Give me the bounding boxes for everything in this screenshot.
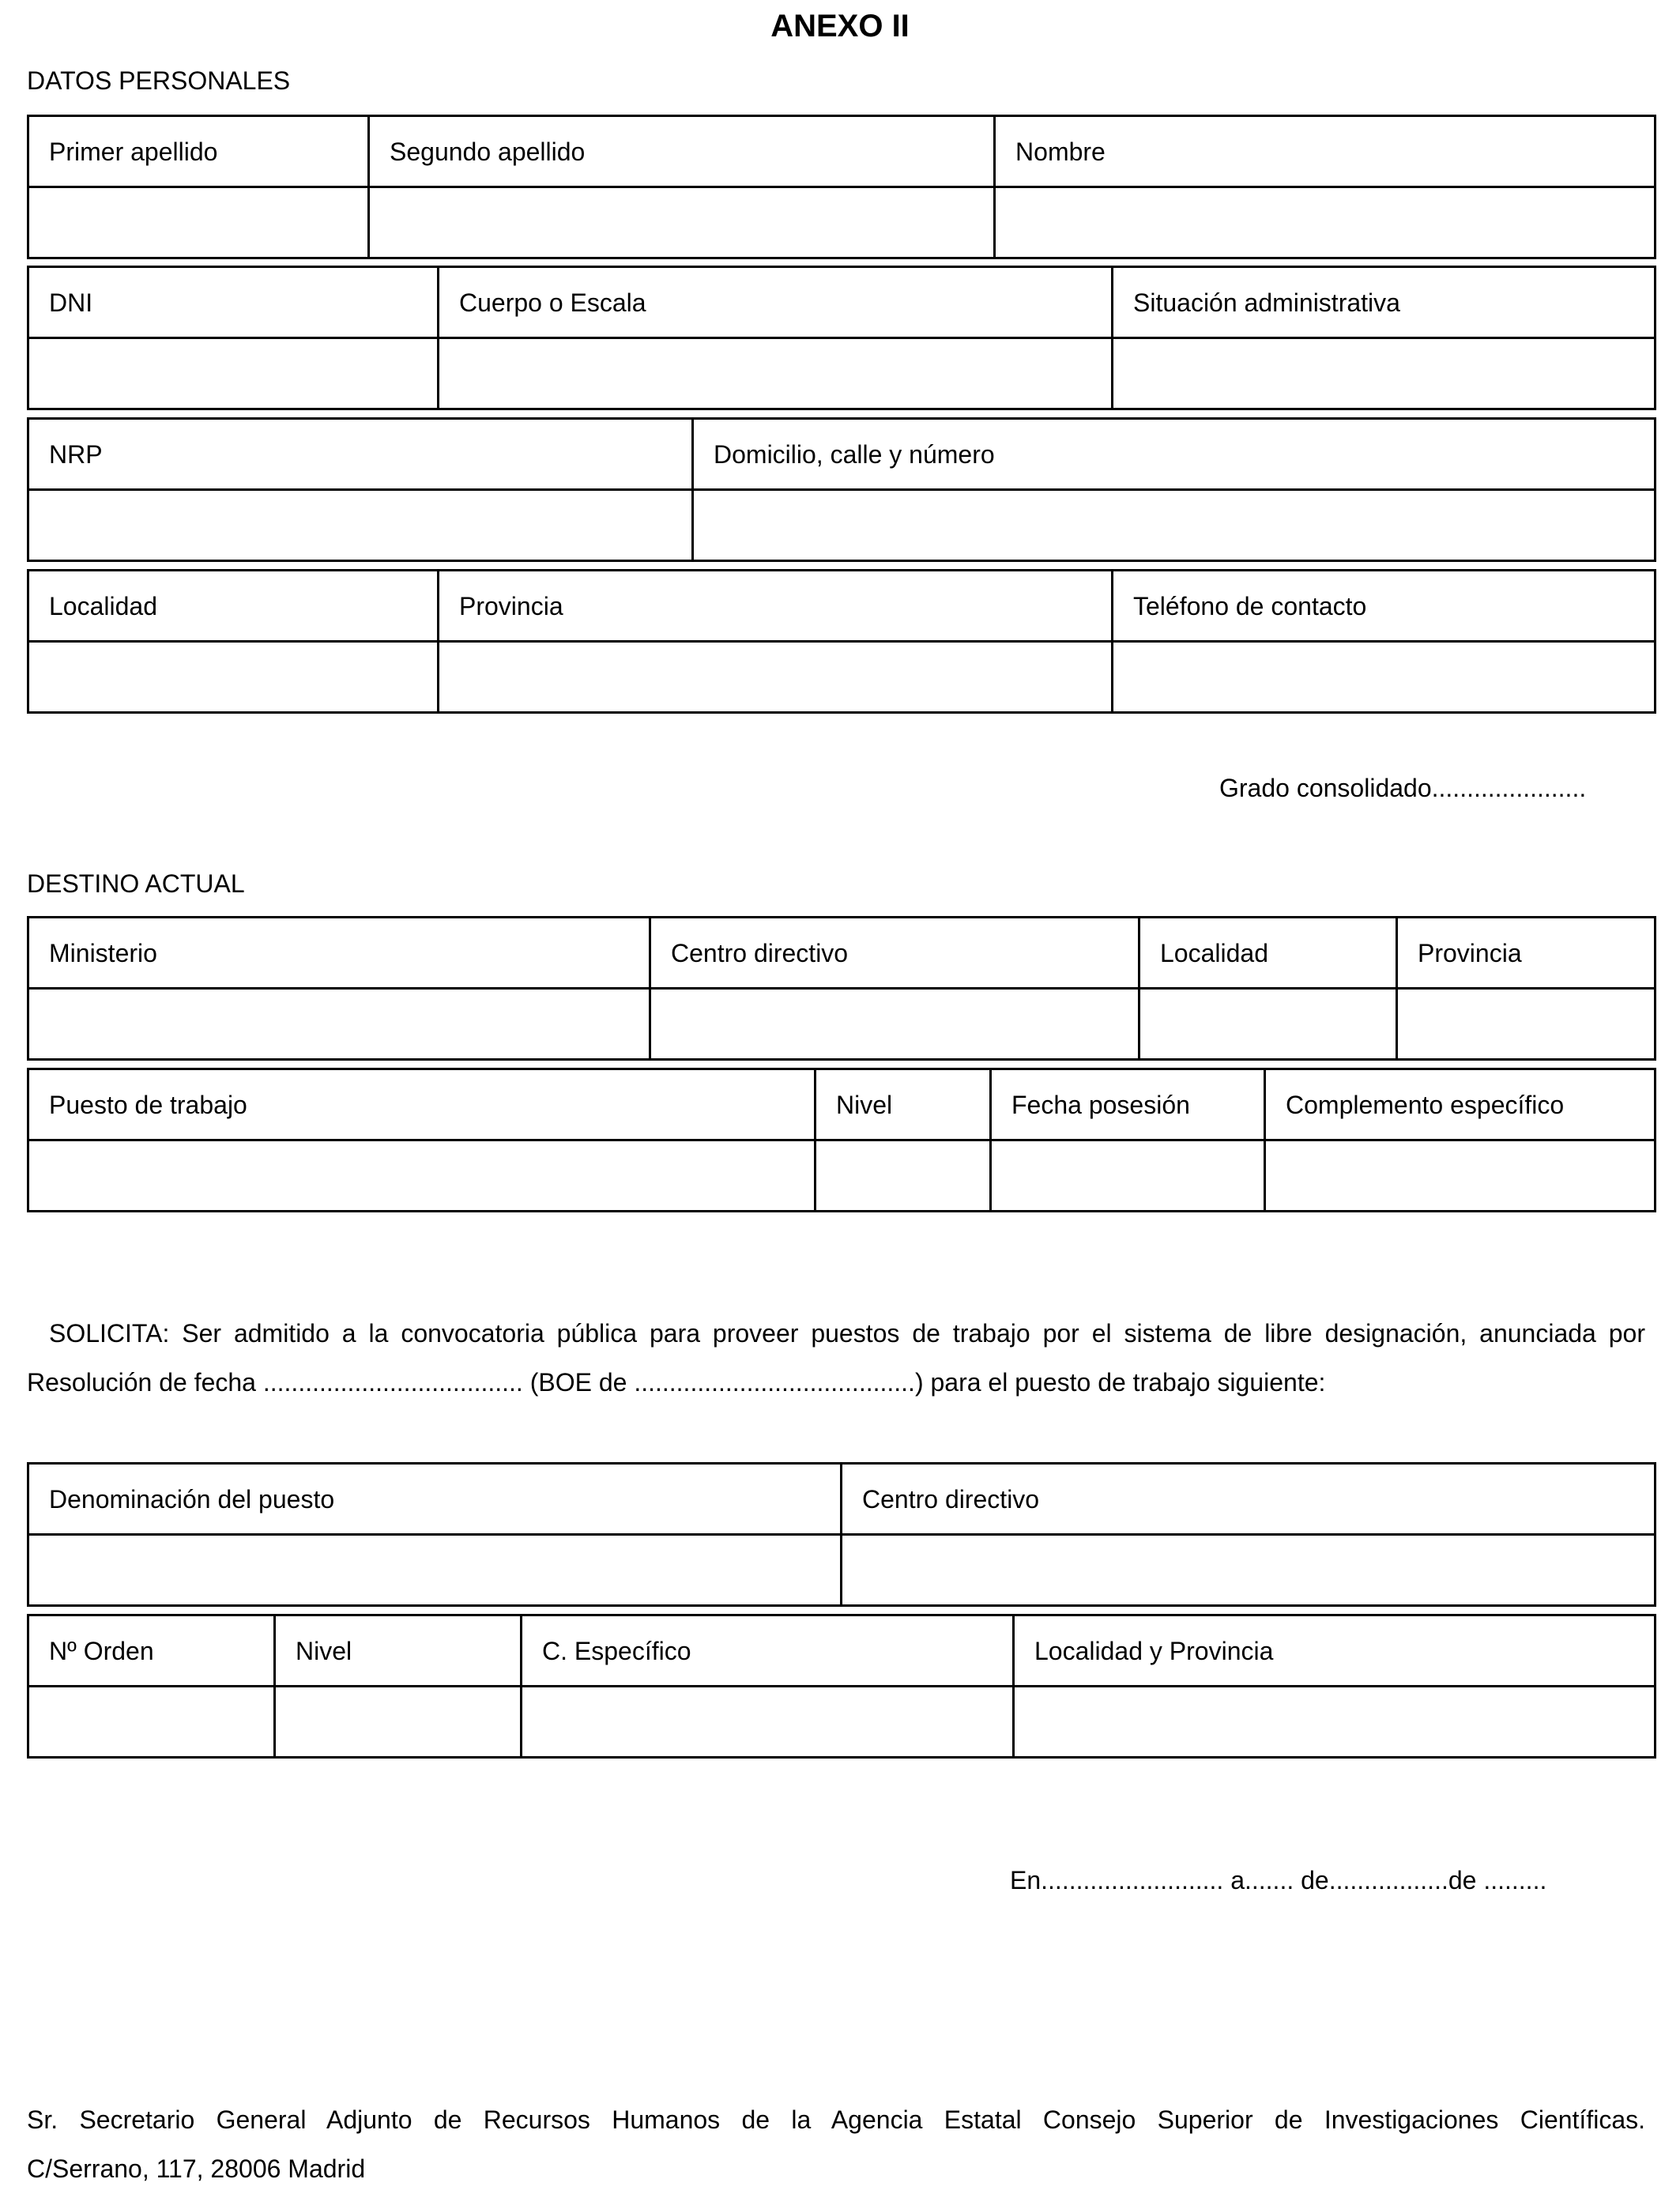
label-provincia: Provincia — [439, 571, 1113, 642]
label-localidad-provincia: Localidad y Provincia — [1014, 1615, 1656, 1687]
field-situacion-administrativa[interactable] — [1113, 338, 1656, 409]
destino-actual-table-2 — [27, 1068, 1656, 1212]
footer-address — [27, 2095, 1645, 2193]
fecha-lugar: En.......................... a....... de.................de ......... — [1010, 1866, 1547, 1894]
label-nrp: NRP — [28, 419, 693, 490]
label-segundo-apellido: Segundo apellido — [369, 116, 995, 187]
label-centro-directivo-puesto: Centro directivo — [842, 1464, 1656, 1535]
label-centro-directivo: Centro directivo — [650, 918, 1139, 989]
document-title: ANEXO II — [770, 9, 910, 43]
label-domicilio: Domicilio, calle y número — [693, 419, 1656, 490]
field-puesto-trabajo[interactable] — [28, 1140, 816, 1212]
field-localidad-destino[interactable] — [1139, 989, 1397, 1060]
field-primer-apellido[interactable] — [28, 187, 369, 258]
solicita-paragraph — [27, 1309, 1645, 1407]
label-complemento-especifico: Complemento específico — [1265, 1069, 1656, 1140]
field-domicilio[interactable] — [693, 490, 1656, 561]
label-dni: DNI — [28, 267, 439, 338]
label-denominacion-puesto: Denominación del puesto — [28, 1464, 842, 1535]
label-fecha-posesion: Fecha posesión — [991, 1069, 1265, 1140]
solicita-text: SOLICITA: Ser admitido a la convocatoria pública para proveer puestos de trabajo por el sistema de libre designación, anunciada por Resolución de fecha ..................................... (BOE de ........................................) para el puesto de trabajo siguiente: — [27, 1319, 1645, 1397]
label-cuerpo-escala: Cuerpo o Escala — [439, 267, 1113, 338]
footer-line-1: Sr. Secretario General Adjunto de Recursos Humanos de la Agencia Estatal Consejo Superior de Investigaciones Científicas. — [27, 2105, 1645, 2134]
puesto-table — [27, 1462, 1656, 1607]
field-telefono[interactable] — [1113, 642, 1656, 713]
label-puesto-trabajo: Puesto de trabajo — [28, 1069, 816, 1140]
label-nivel: Nivel — [816, 1069, 991, 1140]
label-n-orden: Nº Orden — [28, 1615, 275, 1687]
destino-actual-heading: DESTINO ACTUAL — [27, 869, 245, 898]
field-nrp[interactable] — [28, 490, 693, 561]
datos-personales-table-3 — [27, 417, 1656, 562]
field-c-especifico[interactable] — [522, 1687, 1014, 1758]
datos-personales-heading: DATOS PERSONALES — [27, 66, 291, 95]
field-centro-directivo[interactable] — [650, 989, 1139, 1060]
destino-actual-table — [27, 916, 1656, 1061]
datos-personales-table-4 — [27, 569, 1656, 714]
field-provincia[interactable] — [439, 642, 1113, 713]
field-cuerpo-escala[interactable] — [439, 338, 1113, 409]
grado-consolidado: Grado consolidado...................... — [1219, 774, 1587, 802]
label-c-especifico: C. Específico — [522, 1615, 1014, 1687]
label-nivel-puesto: Nivel — [275, 1615, 522, 1687]
field-fecha-posesion[interactable] — [991, 1140, 1265, 1212]
footer-line-2: C/Serrano, 117, 28006 Madrid — [27, 2154, 366, 2183]
field-segundo-apellido[interactable] — [369, 187, 995, 258]
field-localidad-provincia[interactable] — [1014, 1687, 1656, 1758]
field-localidad[interactable] — [28, 642, 439, 713]
label-localidad-destino: Localidad — [1139, 918, 1397, 989]
field-nivel[interactable] — [816, 1140, 991, 1212]
field-n-orden[interactable] — [28, 1687, 275, 1758]
label-primer-apellido: Primer apellido — [28, 116, 369, 187]
datos-personales-table — [27, 115, 1656, 259]
field-denominacion-puesto[interactable] — [28, 1535, 842, 1606]
label-nombre: Nombre — [995, 116, 1656, 187]
label-provincia-destino: Provincia — [1397, 918, 1656, 989]
label-ministerio: Ministerio — [28, 918, 650, 989]
field-complemento-especifico[interactable] — [1265, 1140, 1656, 1212]
label-situacion-administrativa: Situación administrativa — [1113, 267, 1656, 338]
label-telefono: Teléfono de contacto — [1113, 571, 1656, 642]
field-centro-directivo-puesto[interactable] — [842, 1535, 1656, 1606]
datos-personales-table-2 — [27, 266, 1656, 410]
field-nombre[interactable] — [995, 187, 1656, 258]
field-dni[interactable] — [28, 338, 439, 409]
field-ministerio[interactable] — [28, 989, 650, 1060]
puesto-table-2 — [27, 1614, 1656, 1759]
label-localidad: Localidad — [28, 571, 439, 642]
field-nivel-puesto[interactable] — [275, 1687, 522, 1758]
field-provincia-destino[interactable] — [1397, 989, 1656, 1060]
